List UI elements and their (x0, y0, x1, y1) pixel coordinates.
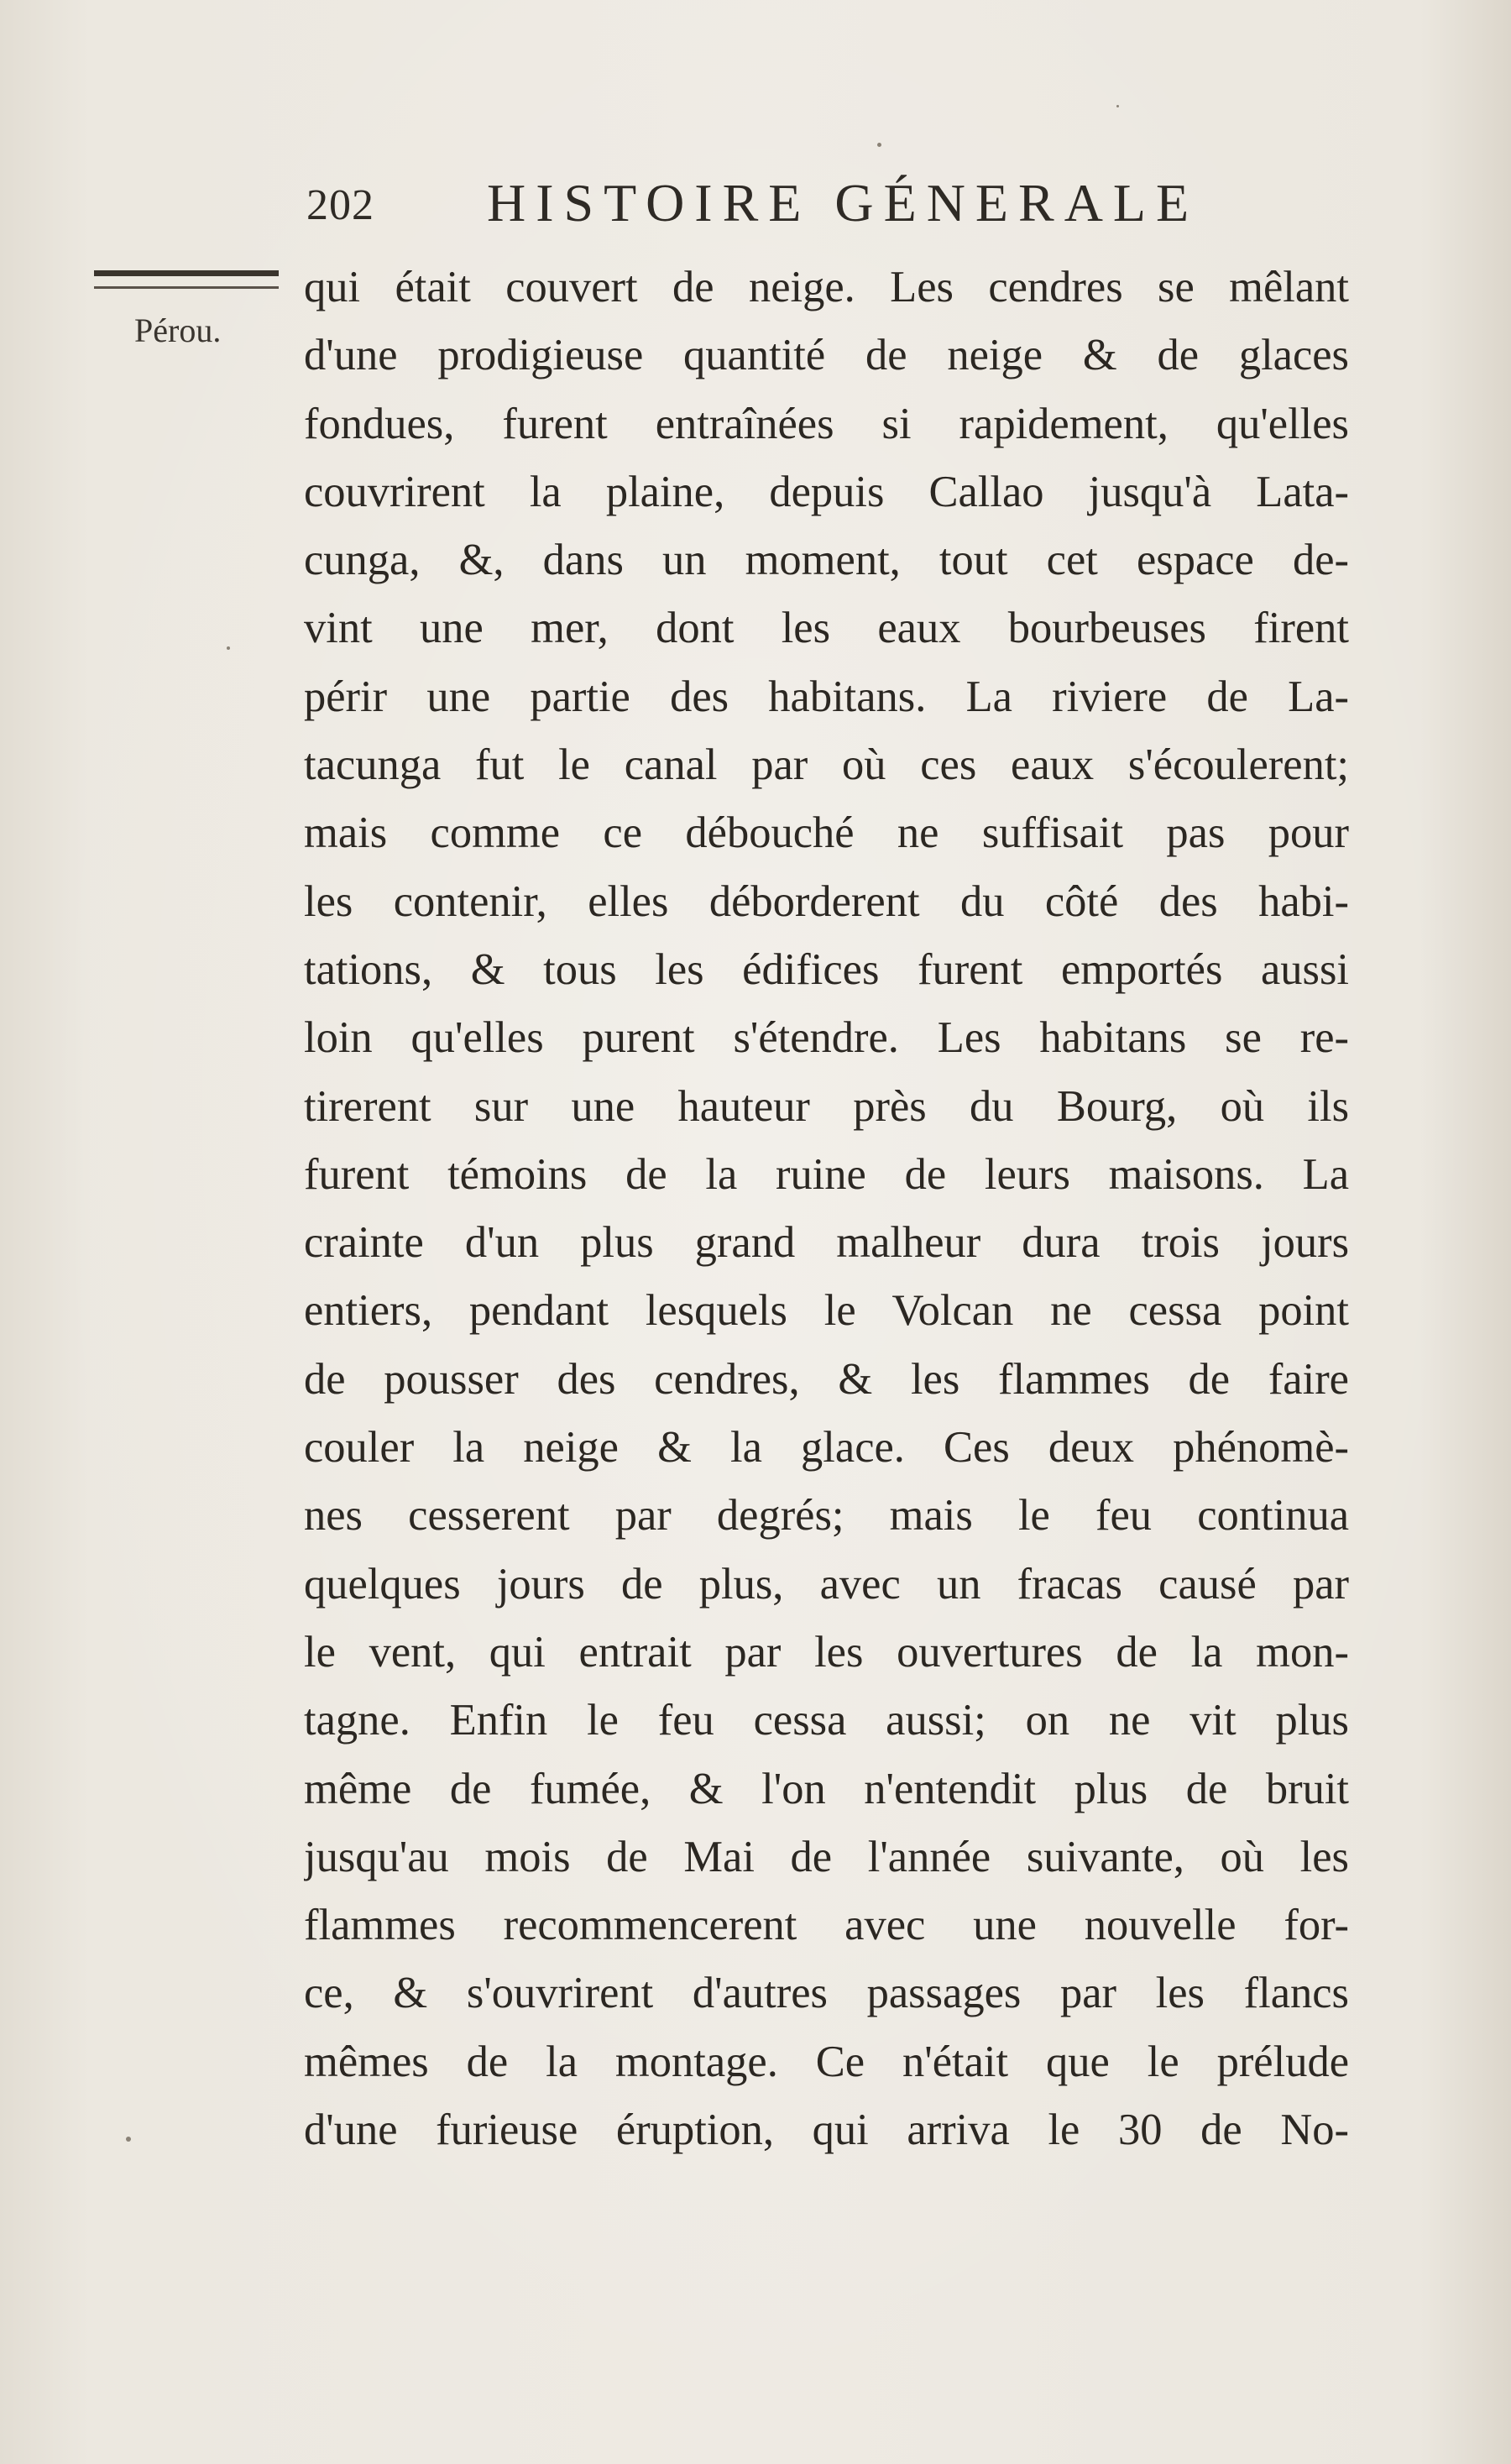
text-line: d'une prodigieuse quantité de neige & de glaces (304, 331, 1349, 380)
body-text (304, 254, 1349, 2164)
text-line: tagne. Enfin le feu cessa aussi; on ne vit plus (304, 1696, 1349, 1745)
text-line: ce, & s'ouvrirent d'autres passages par les flancs (304, 1969, 1349, 2018)
text-line: tations, & tous les édifices furent emportés aussi (304, 944, 1349, 994)
text-line: qui était couvert de neige. Les cendres se mêlant (304, 263, 1349, 311)
page-number: 202 (306, 181, 374, 229)
margin-note: Pérou. (134, 311, 222, 349)
text-line: nes cesserent par degrés; mais le feu continua (304, 1491, 1349, 1541)
text-line: même de fumée, & l'on n'entendit plus de bruit (304, 1764, 1349, 1813)
text-line: tirerent sur une hauteur près du Bourg, où ils (304, 1081, 1349, 1131)
text-line: fondues, furent entraînées si rapidement, qu'elles (304, 399, 1349, 448)
text-line: mais comme ce débouché ne suffisait pas pour (304, 808, 1349, 858)
text-line: mêmes de la montage. Ce n'était que le prélude (304, 2037, 1349, 2086)
paper-speck (227, 646, 230, 650)
text-line: jusqu'au mois de Mai de l'année suivante, où les (304, 1832, 1349, 1881)
text-line: entiers, pendant lesquels le Volcan ne cessa point (304, 1286, 1349, 1336)
text-line: couvrirent la plaine, depuis Callao jusqu'à Lata- (304, 467, 1349, 516)
text-line: périr une partie des habitans. La riviere de La- (304, 672, 1349, 721)
paper-speck (126, 2137, 131, 2142)
paper-speck (877, 143, 881, 147)
text-line: crainte d'un plus grand malheur dura trois jours (304, 1218, 1349, 1268)
running-head: HISTOIRE GÉNERALE (487, 173, 1200, 233)
paper-speck (1116, 105, 1119, 107)
page-header (306, 172, 1213, 239)
text-line: couler la neige & la glace. Ces deux phénomè- (304, 1423, 1349, 1473)
text-line: tacunga fut le canal par où ces eaux s'écoulerent; (304, 740, 1349, 790)
text-line: vint une mer, dont les eaux bourbeuses firent (304, 604, 1349, 653)
text-line: le vent, qui entrait par les ouvertures de la mon- (304, 1627, 1349, 1677)
text-line: loin qu'elles purent s'étendre. Les habitans se re- (304, 1013, 1349, 1063)
text-line: flammes recommencerent avec une nouvelle for- (304, 1901, 1349, 1950)
text-line: furent témoins de la ruine de leurs maisons. La (304, 1149, 1349, 1199)
margin-rule-ornament (94, 270, 279, 289)
text-line: d'une furieuse éruption, qui arriva le 30 de No- (304, 2106, 1349, 2155)
text-line: quelques jours de plus, avec un fracas causé par (304, 1559, 1349, 1609)
text-line: de pousser des cendres, & les flammes de faire (304, 1354, 1349, 1404)
text-line: cunga, &, dans un moment, tout cet espace de- (304, 536, 1349, 585)
text-line: les contenir, elles déborderent du côté des habi- (304, 876, 1349, 926)
